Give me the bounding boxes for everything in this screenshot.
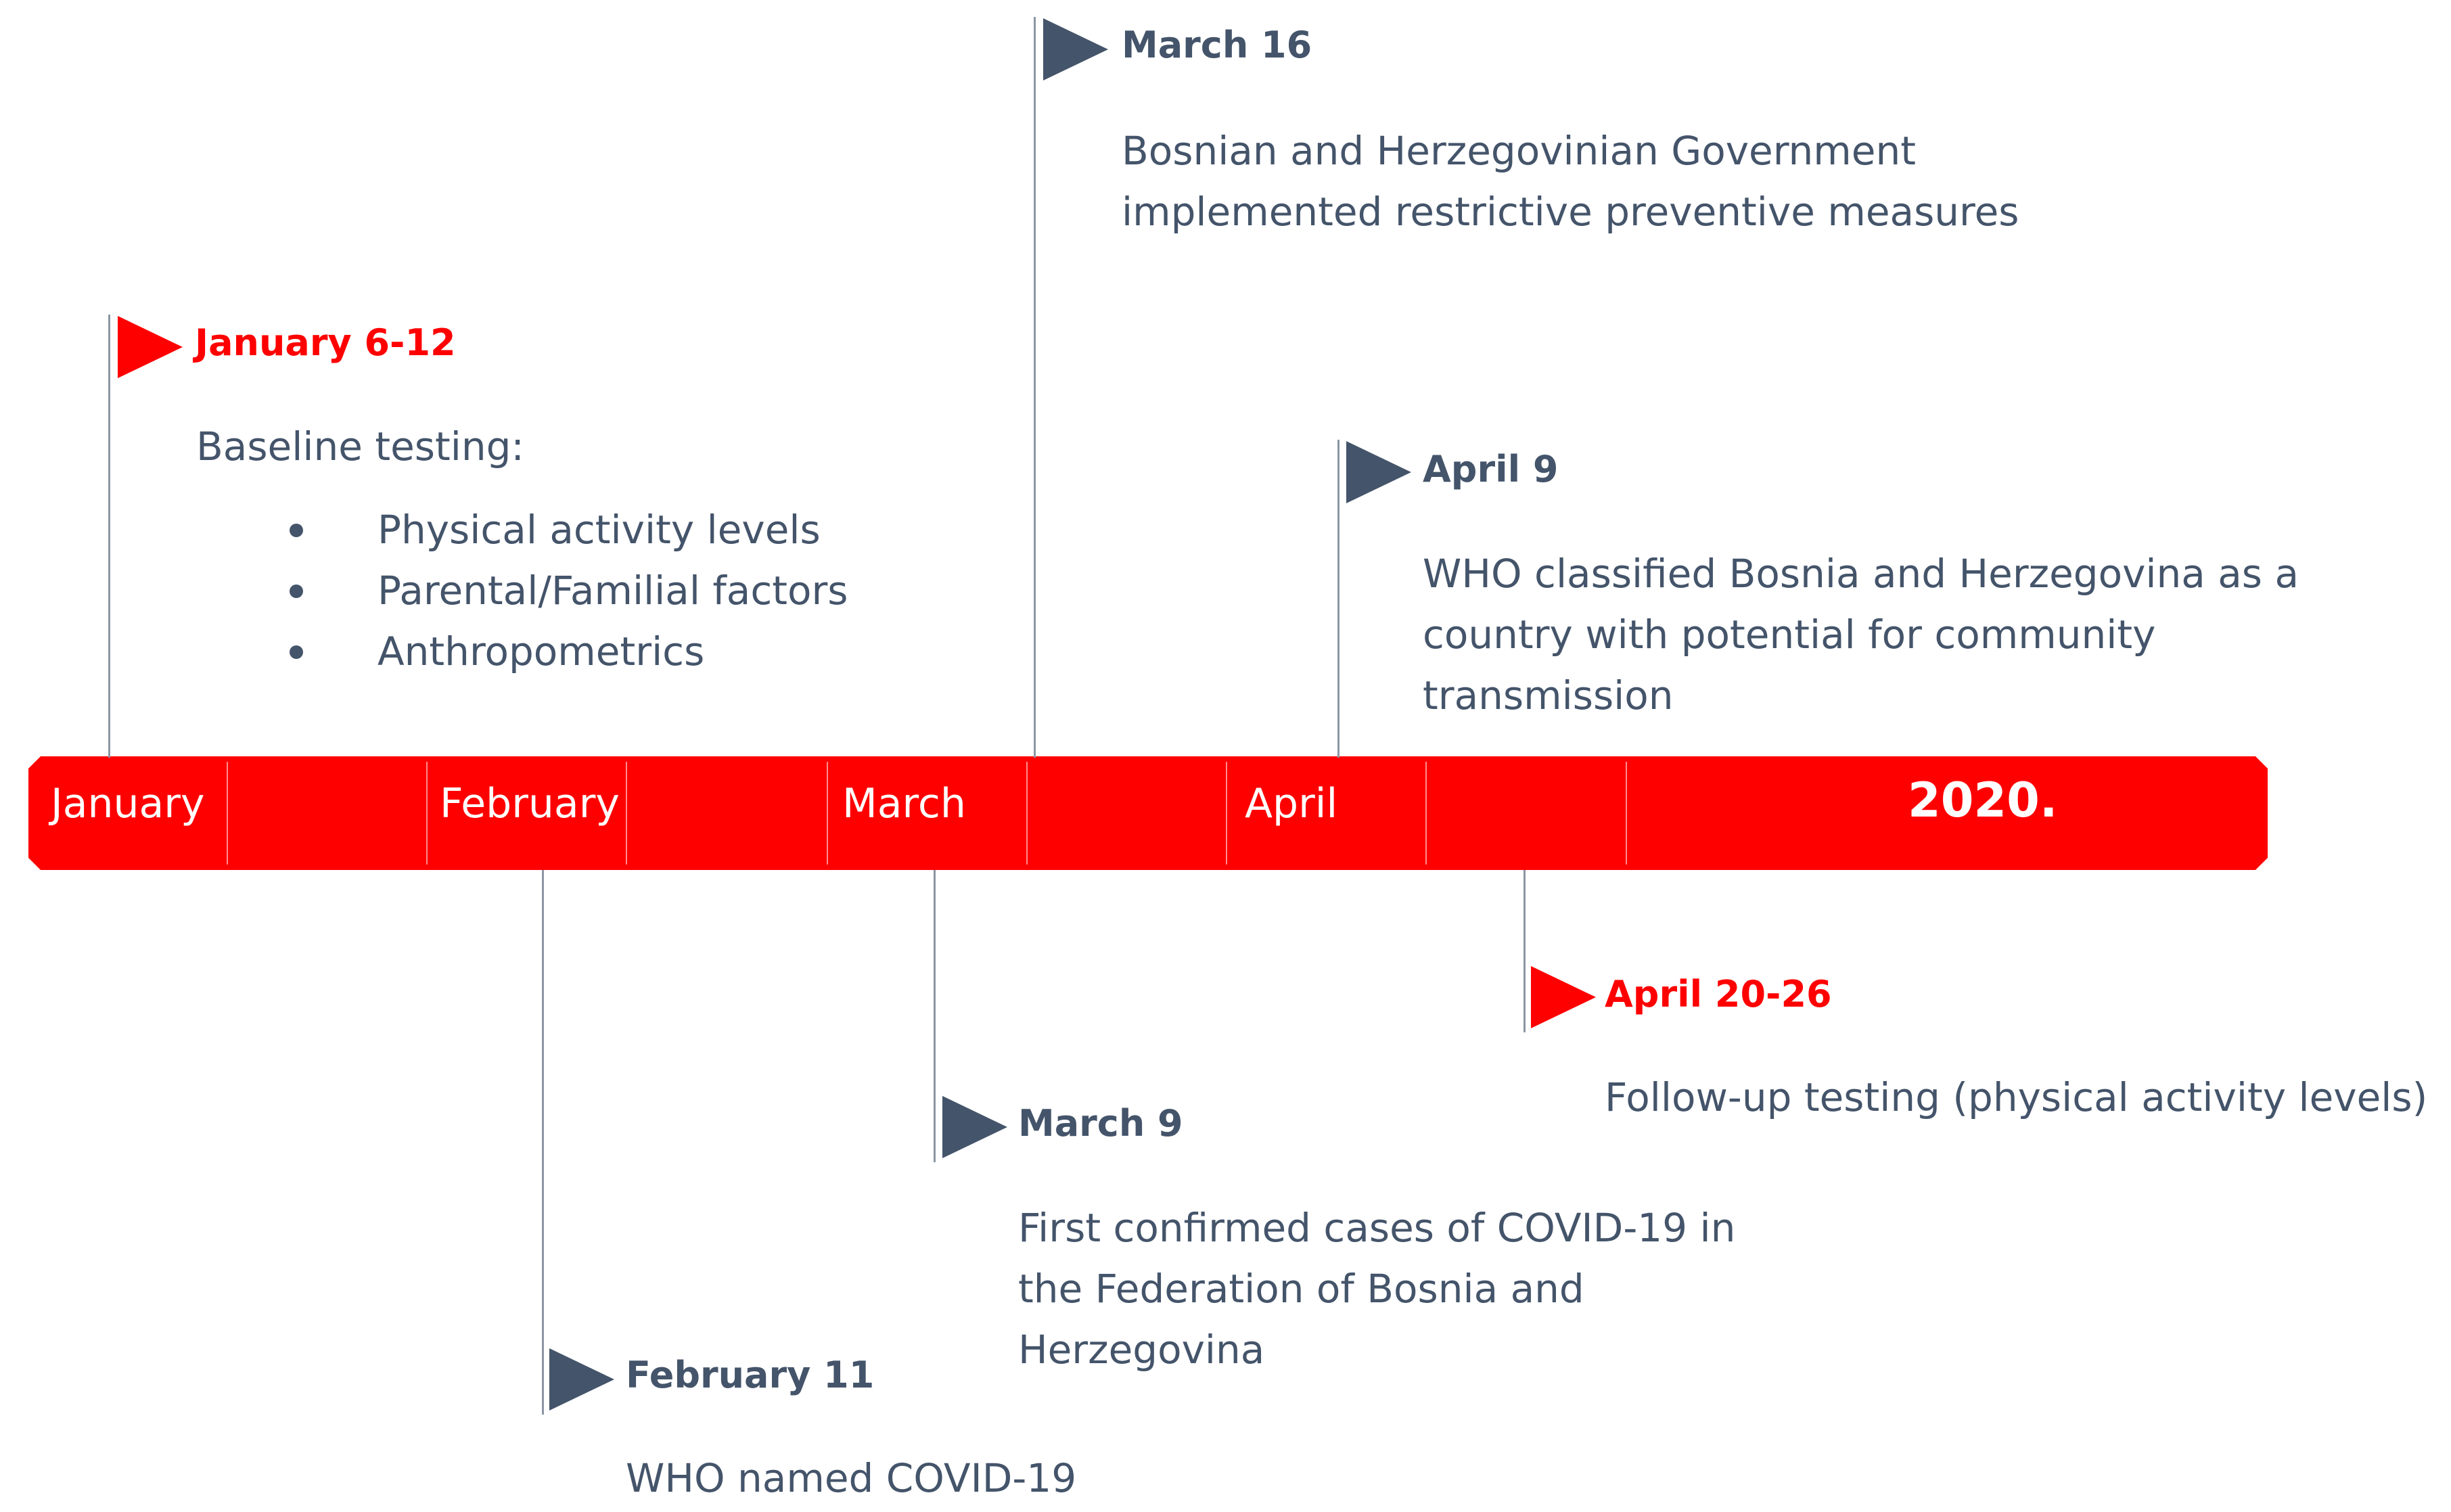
baseline-bullet-list	[290, 499, 848, 682]
month-label-april: April	[1245, 780, 1338, 827]
month-label-march: March	[842, 780, 966, 827]
event-desc-apr9	[1423, 543, 2299, 726]
timeline-tick	[227, 762, 228, 865]
event-stem	[934, 870, 936, 1162]
grey-flag-icon	[1043, 18, 1108, 81]
event-desc-apr20: Follow-up testing (physical activity levels)	[1605, 1074, 2428, 1120]
bullet-item: Anthropometrics	[290, 621, 848, 682]
timeline-tick	[426, 762, 428, 865]
red-flag-icon	[118, 316, 183, 378]
year-label: 2020.	[1908, 773, 2058, 828]
event-stem	[1337, 440, 1339, 758]
desc-line: Bosnian and Herzegovinian Government	[1122, 128, 1916, 174]
desc-line: First confirmed cases of COVID-19 in	[1018, 1205, 1736, 1251]
grey-flag-icon	[1346, 441, 1411, 503]
desc-line: implemented restrictive preventive measures	[1122, 189, 2019, 235]
timeline-tick	[1226, 762, 1227, 865]
timeline-tick	[827, 762, 828, 865]
event-desc-mar16	[1122, 120, 2019, 242]
month-label-february: February	[440, 780, 620, 827]
timeline-tick	[1425, 762, 1427, 865]
red-flag-icon	[1531, 966, 1596, 1028]
grey-flag-icon	[942, 1096, 1007, 1158]
event-date-feb11: February 11	[626, 1354, 875, 1396]
timeline-tick	[1626, 762, 1627, 865]
event-desc-feb11: WHO named COVID-19	[626, 1455, 1077, 1501]
grey-flag-icon	[549, 1348, 614, 1411]
bullet-item: Physical activity levels	[290, 499, 848, 560]
event-stem	[108, 315, 110, 758]
desc-line: the Federation of Bosnia and	[1018, 1266, 1584, 1312]
month-label-january: January	[51, 780, 205, 827]
event-date-apr9: April 9	[1423, 448, 1559, 490]
event-date-mar9: March 9	[1018, 1102, 1183, 1145]
event-date-apr20: April 20-26	[1605, 973, 1832, 1015]
bullet-item: Parental/Familial factors	[290, 560, 848, 621]
event-date-mar16: March 16	[1122, 24, 1312, 66]
event-title-jan: Baseline testing:	[196, 423, 524, 469]
event-date-jan: January 6-12	[195, 321, 456, 364]
event-stem	[1524, 870, 1526, 1032]
event-stem	[1034, 17, 1036, 758]
desc-line: Herzegovina	[1018, 1327, 1265, 1373]
event-desc-mar9	[1018, 1197, 1735, 1380]
timeline-tick	[626, 762, 627, 865]
desc-line: WHO classified Bosnia and Herzegovina as a	[1423, 551, 2299, 597]
desc-line: transmission	[1423, 672, 1674, 718]
desc-line: country with potential for community	[1423, 612, 2156, 658]
event-stem	[542, 870, 544, 1415]
timeline-tick	[1026, 762, 1028, 865]
